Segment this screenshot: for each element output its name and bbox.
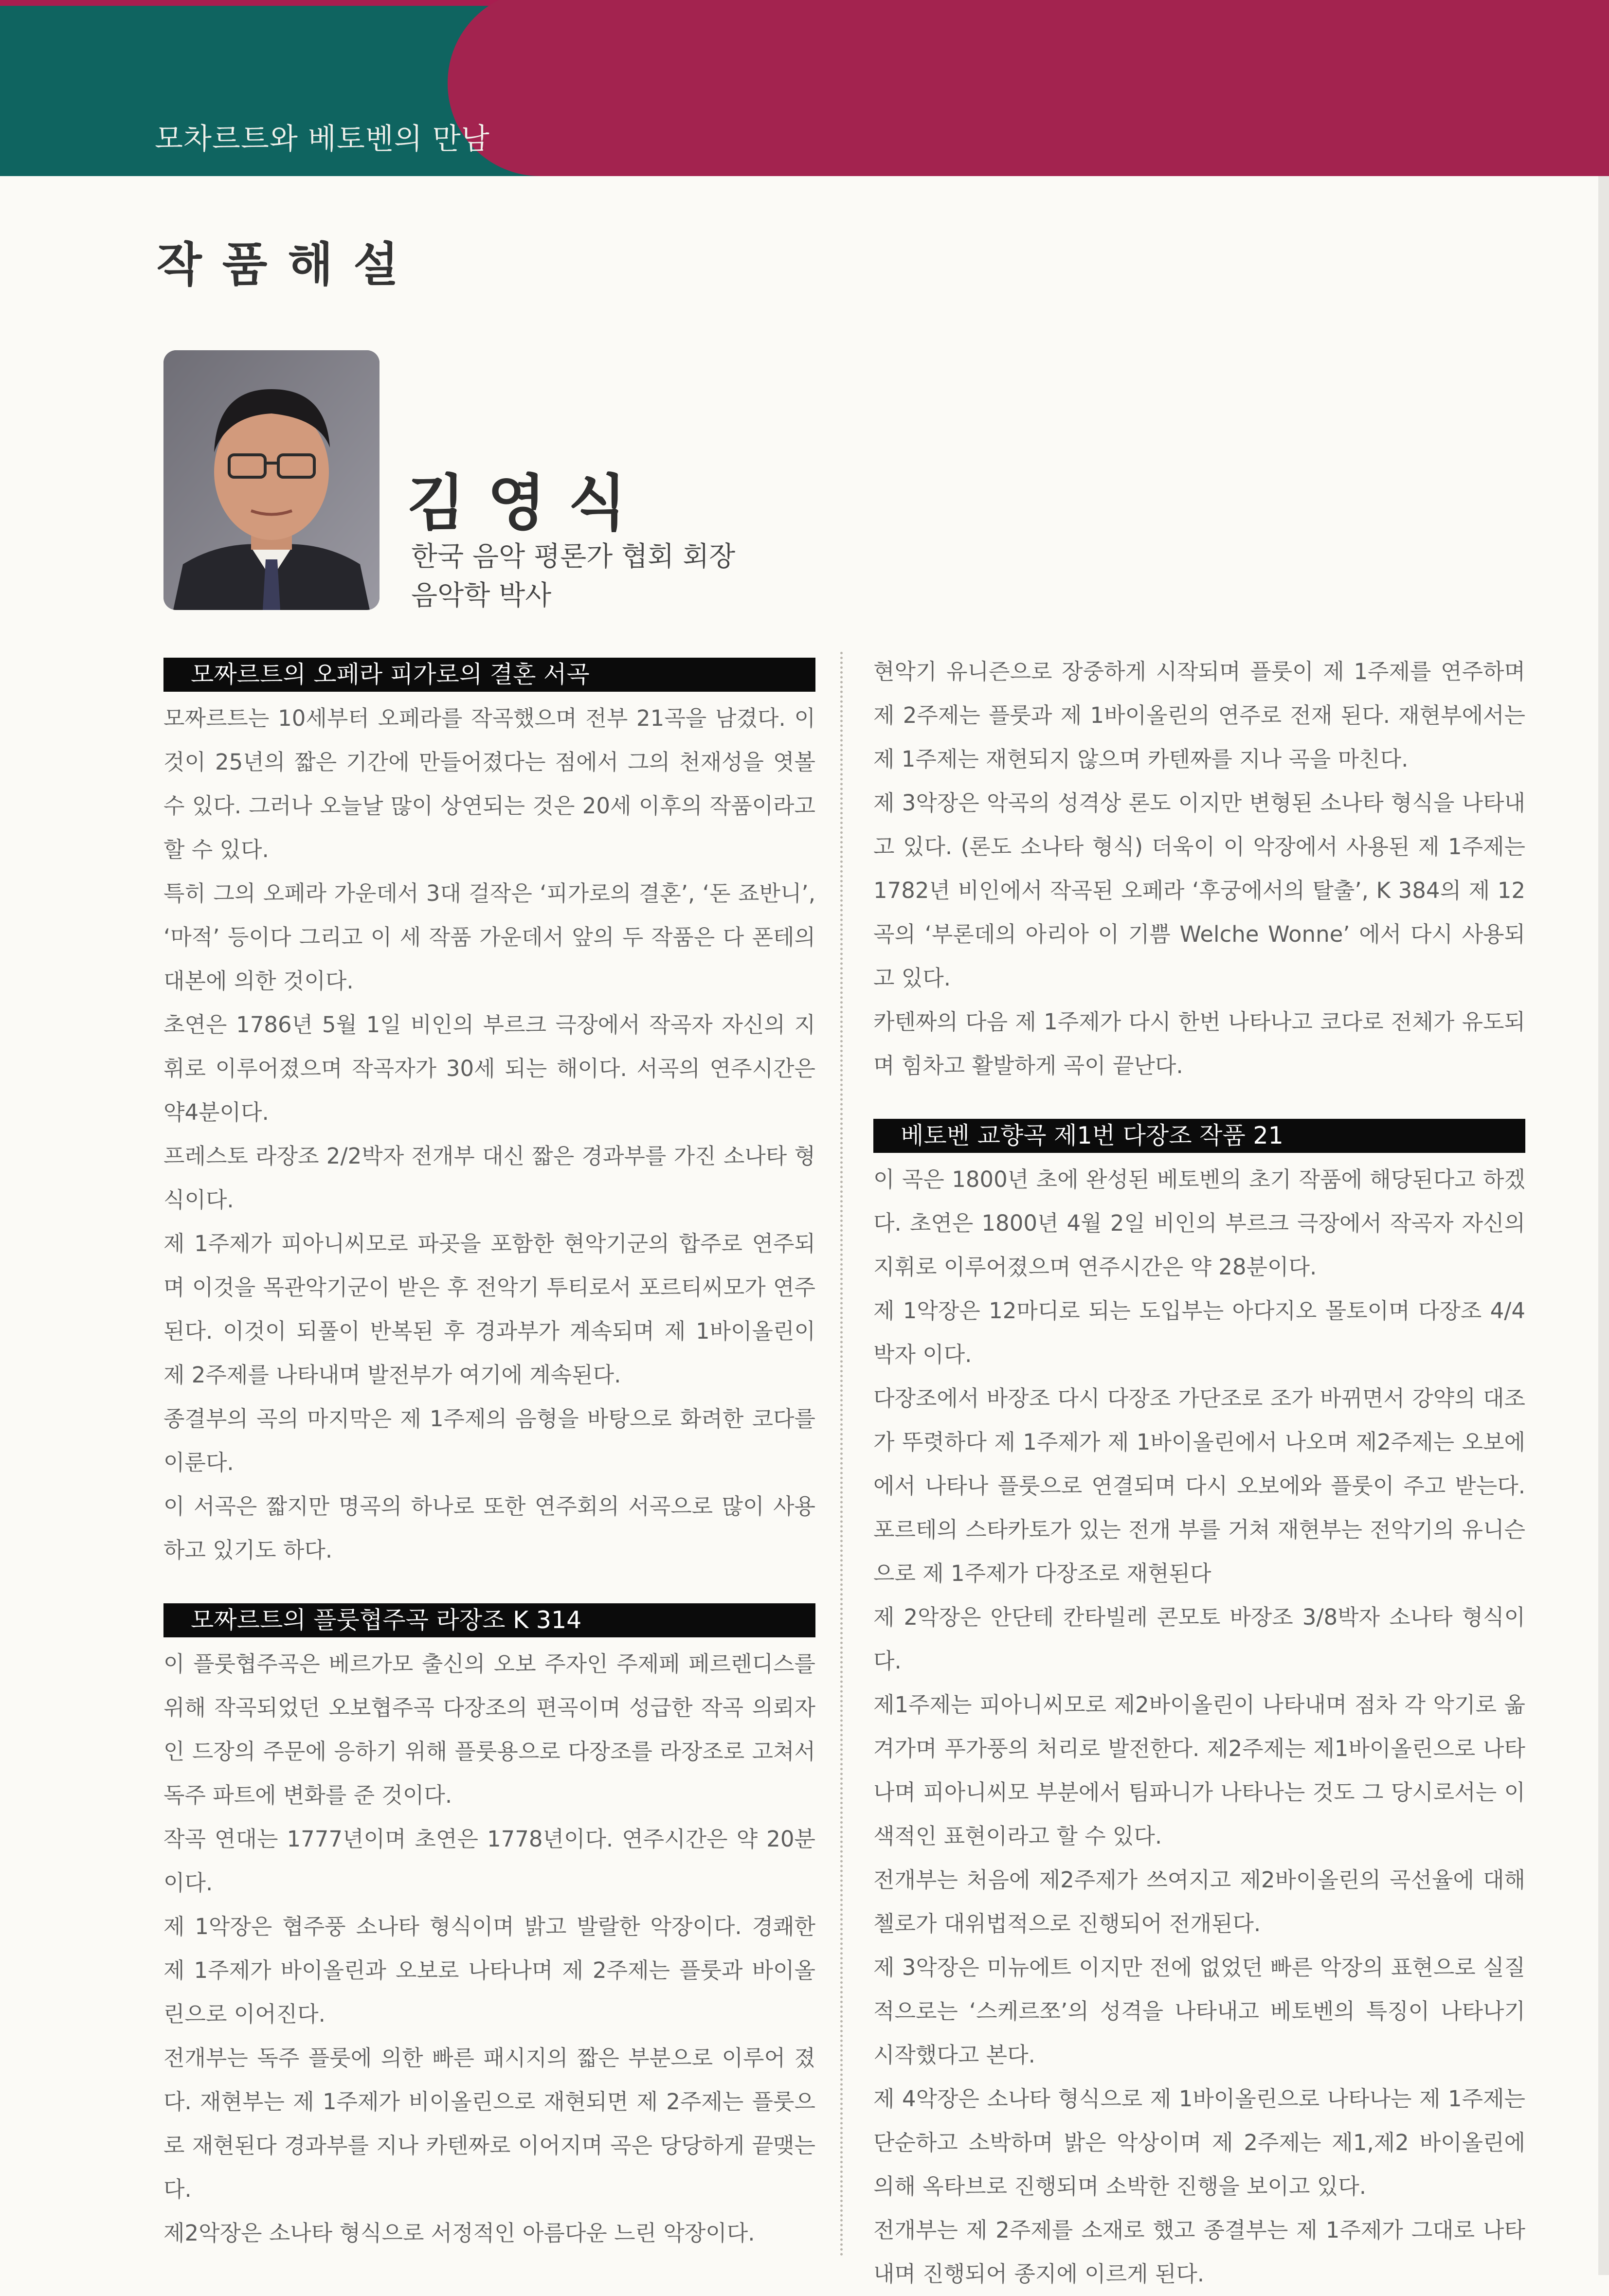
page-title: 작품해설 bbox=[157, 237, 419, 292]
paragraph: 제 3악장은 악곡의 성격상 론도 이지만 변형된 소나타 형식을 나타내고 있다. (론도 소나타 형식) 더욱이 이 악장에서 사용된 제 1주제는 1782년 비인에서 작곡된 오페라 ‘후궁에서의 탈출’, K 384의 제 12곡의 ‘부론데의 아리아 이 기쁨 Welche Wonne’ 에서 다시 사용되고 있다. bbox=[873, 790, 1525, 991]
right-column bbox=[873, 650, 1525, 2296]
paragraph: 현악기 유니즌으로 장중하게 시작되며 플룻이 제 1주제를 연주하며 제 2주제는 플룻과 제 1바이올린의 연주로 전재 된다. 재현부에서는 제 1주제는 재현되지 않으며 카텐짜를 지나 곡을 마친다. bbox=[873, 659, 1525, 772]
paragraph: 초연은 1786년 5월 1일 비인의 부르크 극장에서 작곡자 자신의 지휘로 이루어졌으며 작곡자가 30세 되는 해이다. 서곡의 연주시간은 약4분이다. bbox=[163, 1012, 815, 1125]
paragraph: 카텐짜의 다음 제 1주제가 다시 한번 나타나고 코다로 전체가 유도되며 힘차고 활발하게 곡이 끝난다. bbox=[873, 1009, 1525, 1078]
paragraph: 제 3악장은 미뉴에트 이지만 전에 없었던 빠른 악장의 표현으로 실질적으로는 ‘스케르쪼’의 성격을 나타내고 베토벤의 특징이 나타나기 시작했다고 본다. bbox=[873, 1955, 1525, 2068]
header-band bbox=[0, 0, 1609, 176]
paragraph: 작곡 연대는 1777년이며 초연은 1778년이다. 연주시간은 약 20분이다. bbox=[163, 1826, 815, 1896]
author-title-line: 음악학 박사 bbox=[411, 580, 552, 611]
left-column bbox=[163, 654, 815, 2255]
paragraph: 모짜르트는 10세부터 오페라를 작곡했으며 전부 21곡을 남겼다. 이것이 25년의 짧은 기간에 만들어졌다는 점에서 그의 천재성을 엿볼 수 있다. 그러나 오늘날 많이 상연되는 것은 20세 이후의 작품이라고 할 수 있다. bbox=[163, 705, 815, 862]
author-titles bbox=[411, 538, 735, 615]
paragraph: 제 2악장은 안단테 칸타빌레 콘모토 바장조 3/8박자 소나타 형식이다. bbox=[873, 1604, 1525, 1674]
paragraph: 이 곡은 1800년 초에 완성된 베토벤의 초기 작품에 해당된다고 하겠다. 초연은 1800년 4월 2일 비인의 부르크 극장에서 작곡자 자신의 지휘로 이루어졌으며 연주시간은 약 28분이다. bbox=[873, 1166, 1525, 1280]
paragraph: 제 1악장은 협주풍 소나타 형식이며 밝고 발랄한 악장이다. 경쾌한 제 1주제가 바이올린과 오보로 나타나며 제 2주제는 플룻과 바이올린으로 이어진다. bbox=[163, 1914, 815, 2027]
paragraph: 제2악장은 소나타 형식으로 서정적인 아름다운 느린 악장이다. bbox=[163, 2220, 755, 2246]
paragraph: 제 1악장은 12마디로 되는 도입부는 아다지오 몰토이며 다장조 4/4박자 이다. bbox=[873, 1298, 1525, 1367]
paragraph: 제 1주제가 피아니씨모로 파곳을 포함한 현악기군의 합주로 연주되며 이것을 목관악기군이 받은 후 전악기 투티로서 포르티씨모가 연주된다. 이것이 되풀이 반복된 후 경과부가 계속되며 제 1바이올린이 제 2주제를 나타내며 발전부가 여기에 계속된다. bbox=[163, 1231, 815, 1388]
paragraph: 이 플룻협주곡은 베르가모 출신의 오보 주자인 주제페 페르렌디스를 위해 작곡되었던 오보협주곡 다장조의 편곡이며 성급한 작곡 의뢰자인 드장의 주문에 응하기 위해 플룻용으로 다장조를 라장조로 고쳐서 독주 파트에 변화를 준 것이다. bbox=[163, 1651, 815, 1808]
paragraph: 다장조에서 바장조 다시 다장조 가단조로 조가 바뀌면서 강약의 대조가 뚜렷하다 제 1주제가 제 1바이올린에서 나오며 제2주제는 오보에에서 나타나 플룻으로 연결되며 다시 오보에와 플룻이 주고 받는다. 포르테의 스타카토가 있는 전개 부를 거쳐 재현부는 전악기의 유니슨으로 제 1주제가 다장조로 재현된다 bbox=[873, 1385, 1525, 1586]
paragraph: 이 서곡은 짧지만 명곡의 하나로 또한 연주회의 서곡으로 많이 사용하고 있기도 하다. bbox=[163, 1493, 815, 1563]
header-burgundy-shape bbox=[448, 0, 1609, 176]
section-gap bbox=[163, 1572, 815, 1599]
paragraph: 전개부는 처음에 제2주제가 쓰여지고 제2바이올린의 곡선율에 대해 첼로가 대위법적으로 진행되어 전개된다. bbox=[873, 1867, 1525, 1937]
section-heading: 베토벤 교향곡 제1번 다장조 작품 21 bbox=[873, 1119, 1525, 1153]
author-photo bbox=[163, 350, 380, 610]
section-heading: 모짜르트의 플룻협주곡 라장조 K 314 bbox=[163, 1603, 815, 1637]
author-name: 김영식 bbox=[407, 468, 649, 538]
paragraph: 제 4악장은 소나타 형식으로 제 1바이올린으로 나타나는 제 1주제는 단순하고 소박하며 밝은 악상이며 제 2주제는 제1,제2 바이올린에 의해 옥타브로 진행되며 소박한 진행을 보이고 있다. bbox=[873, 2086, 1525, 2199]
section-heading: 모짜르트의 오페라 피가로의 결혼 서곡 bbox=[163, 658, 815, 692]
paragraph: 전개부는 독주 플룻에 의한 빠른 패시지의 짧은 부분으로 이루어 졌다. 재현부는 제 1주제가 비이올린으로 재현되면 제 2주제는 플룻으로 재현된다 경과부를 지나 카텐짜로 이어지며 곡은 당당하게 끝맺는다. bbox=[163, 2045, 815, 2202]
paragraph: 프레스토 라장조 2/2박자 전개부 대신 짧은 경과부를 가진 소나타 형식이다. bbox=[163, 1143, 815, 1213]
paragraph: 특히 그의 오페라 가운데서 3대 걸작은 ‘피가로의 결혼’, ‘돈 죠반니’, ‘마적’ 등이다 그리고 이 세 작품 가운데서 앞의 두 작품은 다 폰테의 대본에 의한 것이다. bbox=[163, 880, 815, 994]
paragraph: 제1주제는 피아니씨모로 제2바이올린이 나타내며 점차 각 악기로 옮겨가며 푸가풍의 처리로 발전한다. 제2주제는 제1바이올린으로 나타나며 피아니씨모 부분에서 팀파니가 나타나는 것도 그 당시로서는 이색적인 표현이라고 할 수 있다. bbox=[873, 1692, 1525, 1849]
author-title-line: 한국 음악 평론가 협회 회장 bbox=[411, 541, 736, 573]
paragraph: 종결부의 곡의 마지막은 제 1주제의 음형을 바탕으로 화려한 코다를 이룬다. bbox=[163, 1406, 815, 1475]
header-subtitle: 모차르트와 베토벤의 만남 bbox=[155, 122, 490, 156]
section-gap bbox=[873, 1088, 1525, 1115]
page-edge-shadow bbox=[1598, 176, 1609, 2275]
paragraph: 전개부는 제 2주제를 소재로 했고 종결부는 제 1주제가 그대로 나타내며 진행되어 종지에 이르게 된다. bbox=[873, 2217, 1525, 2287]
column-divider bbox=[840, 652, 843, 2257]
